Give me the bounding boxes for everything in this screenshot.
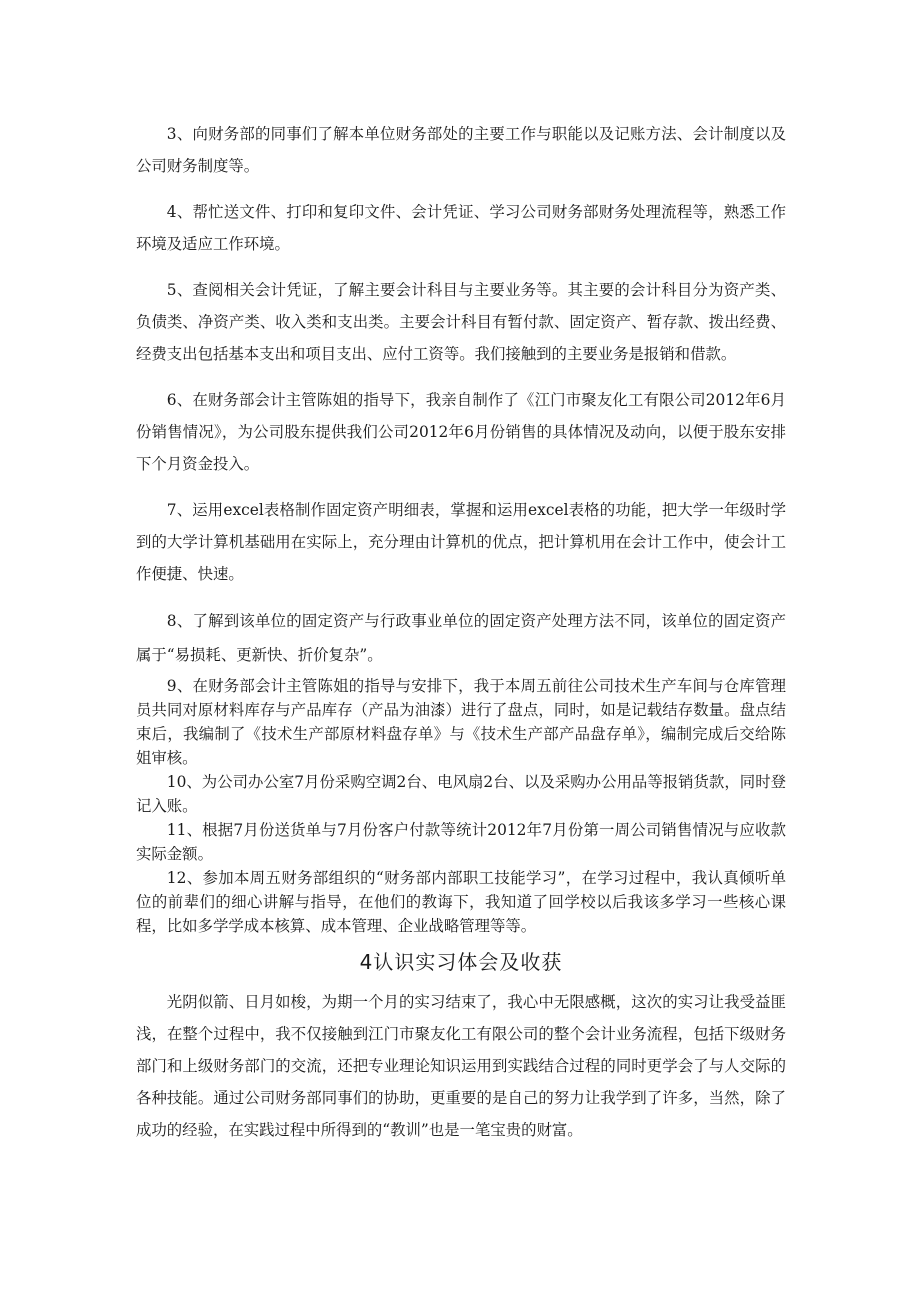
paragraph-item-5: 5、查阅相关会计凭证，了解主要会计科目与主要业务等。其主要的会计科目分为资产类、负债类、净资产类、收入类和支出类。主要会计科目有暂付款、固定资产、暂存款、拨出经费、经费支出包括基本支出和项目支出、应付工资等。我们接触到的主要业务是报销和借款。 <box>136 281 786 363</box>
paragraph-item-9: 9、在财务部会计主管陈姐的指导与安排下，我于本周五前往公司技术生产车间与仓库管理员共同对原材料库存与产品库存（产品为油漆）进行了盘点，同时，如是记载结存数量。盘点结束后，我编制了《技术生产部原材料盘存单》与《技术生产部产品盘存单》，编制完成后交给陈姐审核。 <box>136 677 786 767</box>
paragraph-item-6: 6、在财务部会计主管陈姐的指导下，我亲自制作了《江门市聚友化工有限公司2012年6月份销售情况》，为公司股东提供我们公司2012年6月份销售的具体情况及动向，以便于股东安排下个月资金投入。 <box>136 391 786 473</box>
paragraph-item-10: 10、为公司办公室7月份采购空调2台、电风扇2台、以及采购办公用品等报销货款，同时登记入账。 <box>136 773 786 815</box>
paragraph-item-8: 8、了解到该单位的固定资产与行政事业单位的固定资产处理方法不同，该单位的固定资产属于“易损耗、更新快、折价复杂”。 <box>136 612 786 664</box>
paragraph-item-11: 11、根据7月份送货单与7月份客户付款等统计2012年7月份第一周公司销售情况与应收款实际金额。 <box>136 821 786 863</box>
paragraph-item-3: 3、向财务部的同事们了解本单位财务部处的主要工作与职能以及记账方法、会计制度以及公司财务制度等。 <box>136 125 786 175</box>
closing-paragraph: 光阴似箭、日月如梭，为期一个月的实习结束了，我心中无限感概，这次的实习让我受益匪浅，在整个过程中，我不仅接触到江门市聚友化工有限公司的整个会计业务流程，包括下级财务部门和上级财务部门的交流，还把专业理论知识运用到实践结合过程的同时更学会了与人交际的各种技能。通过公司财务部同事们的协助，更重要的是自己的努力让我学到了许多，当然，除了成功的经验，在实践过程中所得到的“教训”也是一笔宝贵的财富。 <box>136 993 786 1139</box>
paragraph-item-12: 12、参加本周五财务部组织的“财务部内部职工技能学习”，在学习过程中，我认真倾听单位的前辈们的细心讲解与指导，在他们的教诲下，我知道了回学校以后我该多学习一些核心课程，比如多学学成本核算、成本管理、企业战略管理等等。 <box>136 869 786 935</box>
paragraph-item-4: 4、帮忙送文件、打印和复印文件、会计凭证、学习公司财务部财务处理流程等，熟悉工作环境及适应工作环境。 <box>136 203 786 253</box>
paragraph-item-7: 7、运用excel表格制作固定资产明细表，掌握和运用excel表格的功能，把大学一年级时学到的大学计算机基础用在实际上，充分理由计算机的优点，把计算机用在会计工作中，使会计工作便捷、快速。 <box>136 501 786 583</box>
section-heading: 4认识实习体会及收获 <box>359 950 563 974</box>
document-page <box>136 118 786 1146</box>
